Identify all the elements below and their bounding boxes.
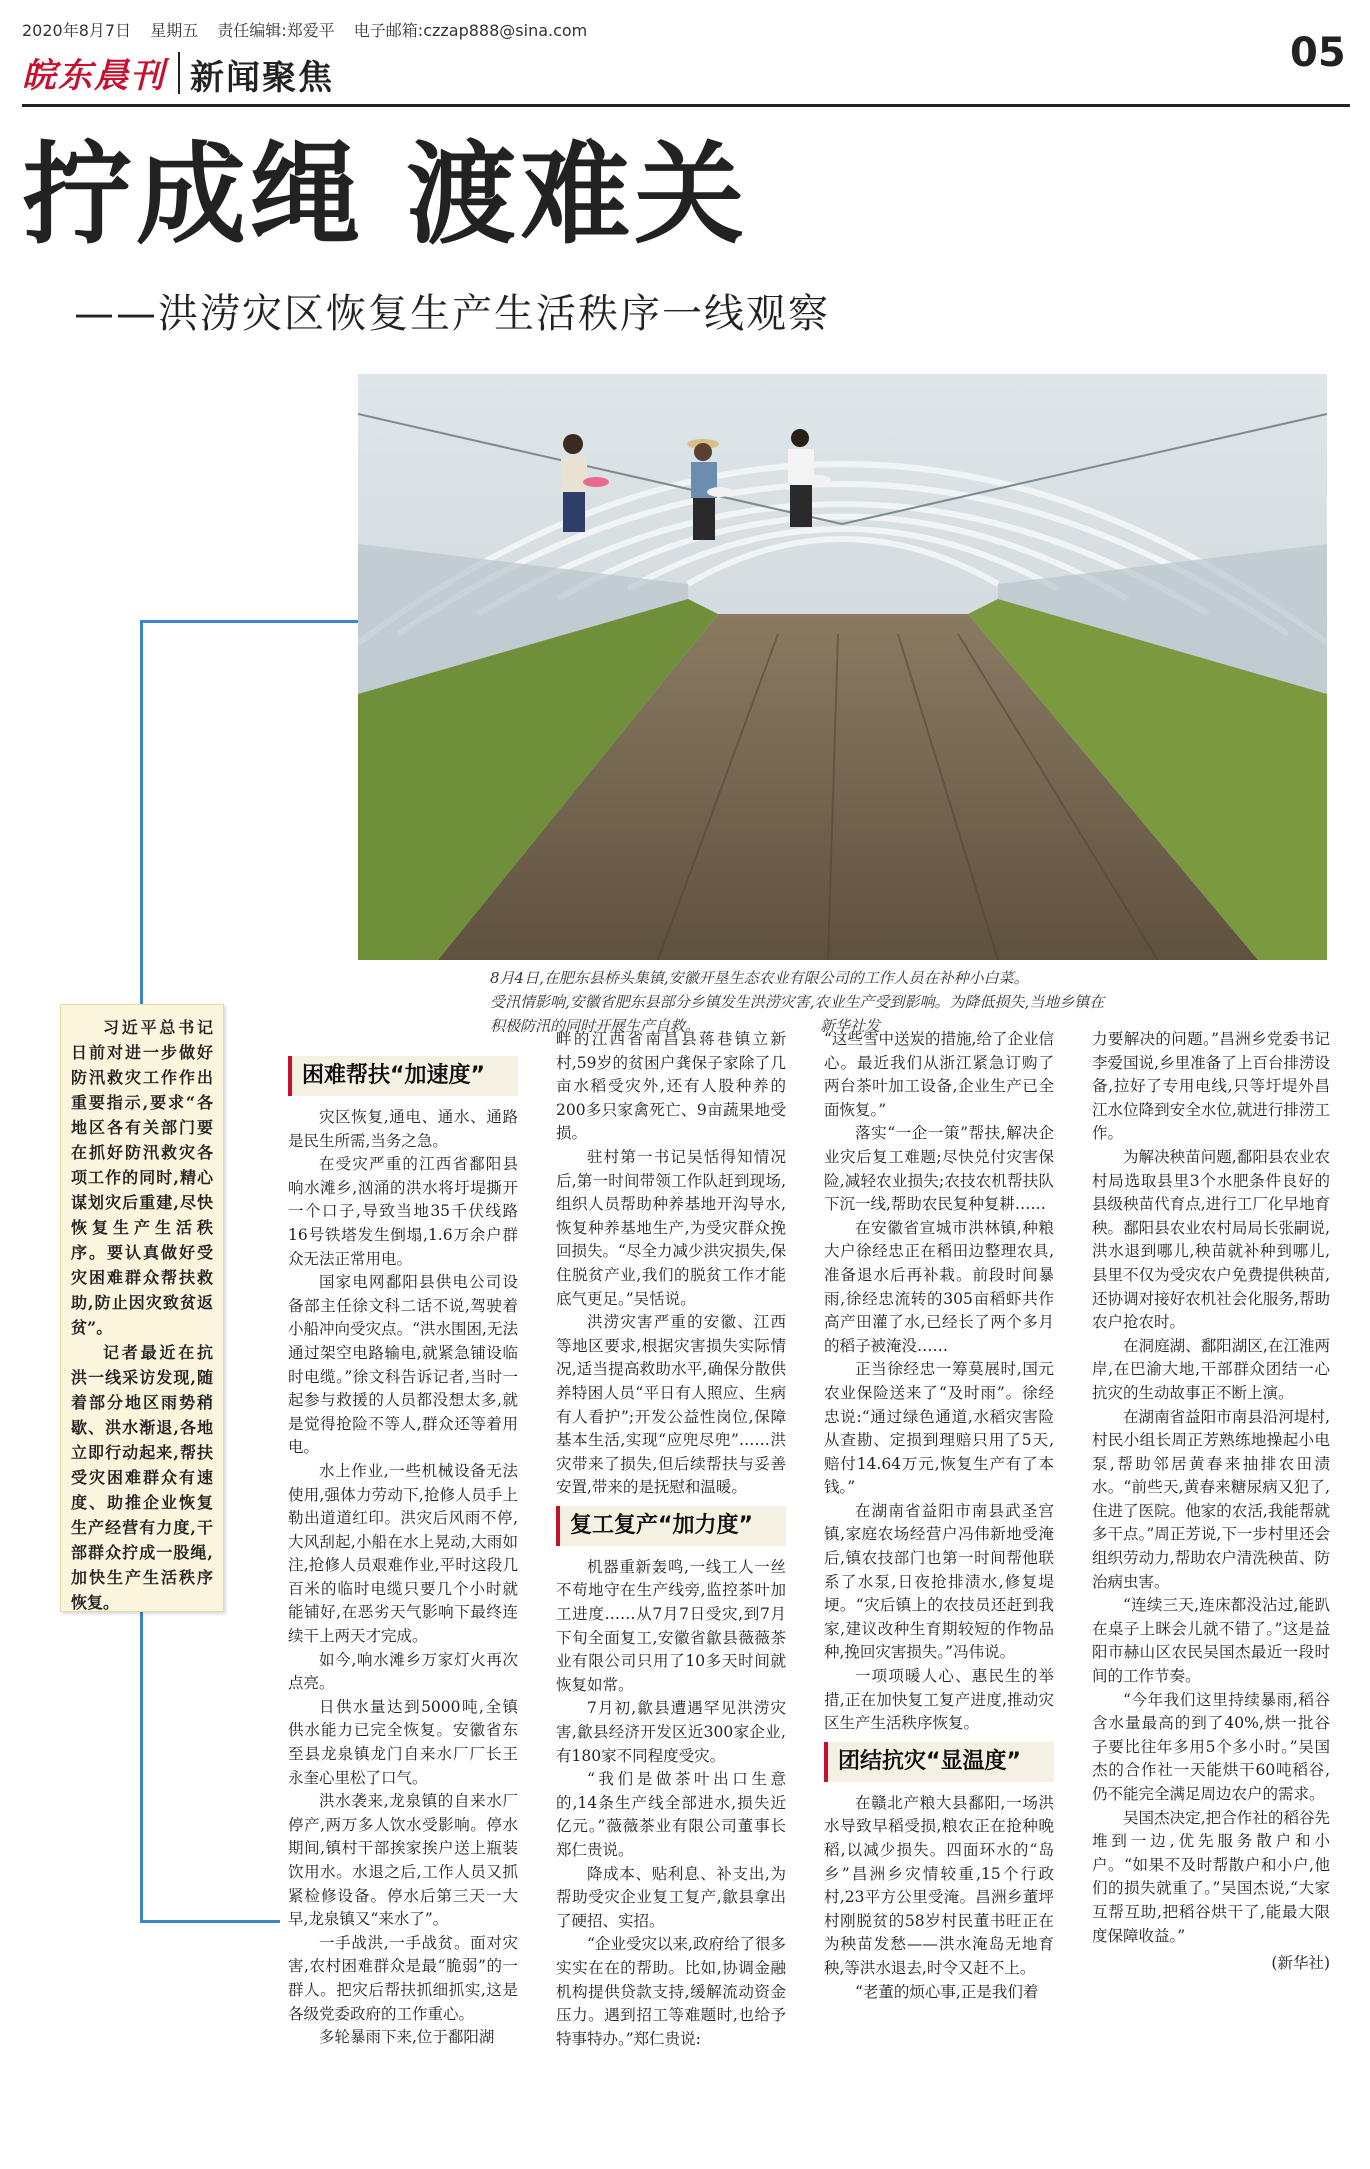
photo-credit: 新华社发 [820,1017,881,1035]
issue-weekday: 星期五 [150,21,199,40]
caption-line: 受汛情影响,安徽省肥东县部分乡镇发生洪涝灾害,农业生产受到影响。为降低损失,当地乡镇在 [490,993,1105,1011]
news-photo [358,374,1327,960]
paragraph: 在湖南省益阳市南县武圣宫镇,家庭农场经营户冯伟新地受淹后,镇农技部门也第一时间帮他联系了水泵,日夜抢排渍水,修复堤埂。“灾后镇上的农技员还赶到我家,建议改种生育期较短的作物品种,挽回灾害损失。”冯伟说。 [824,1501,1054,1662]
paragraph: 畔的江西省南昌县蒋巷镇立新村,59岁的贫困户龚保子家除了几亩水稻受灾外,还有人股种养的200多只家禽死亡、9亩蔬果地受损。 [556,1030,786,1143]
paragraph: 力要解决的问题。”昌洲乡党委书记李爱国说,乡里准备了上百台排涝设备,拉好了专用电线,只等圩堤外昌江水位降到安全水位,就进行排涝工作。 [1092,1030,1330,1143]
byline-source: (新华社) [1271,1954,1330,1973]
greenhouse-photo-illustration [358,374,1327,960]
paragraph: 在湖南省益阳市南县沿河堤村,村民小组长周正芳熟练地操起小电泵,帮助邻居黄春来抽排农田渍水。“前些天,黄春来糖尿病又犯了,住进了医院。他家的农活,我能帮就多干点。”周正芳说,下一步村里还会组织劳动力,帮助农户清洗秧苗、防治病虫害。 [1092,1407,1330,1591]
decorative-line [140,620,143,1004]
newspaper-logo: 皖东晨刊 [22,56,166,96]
paragraph: 灾区恢复,通电、通水、通路是民生所需,当务之急。 [288,1108,518,1150]
issue-date: 2020年8月7日 [22,21,132,40]
paragraph: “老董的烦心事,正是我们着 [855,1982,1039,2001]
paragraph: 在安徽省宣城市洪林镇,种粮大户徐经忠正在稻田边整理农具,准备退水后再补栽。前段时间暴雨,徐经忠流转的305亩稻虾共作高产田灌了水,已经长了两个多月的稻子被淹没…… [824,1218,1054,1355]
lead-summary-box [60,1004,224,1612]
paragraph: “企业受灾以来,政府给了很多实实在在的帮助。比如,协调金融机构提供贷款支持,缓解流动资金压力。遇到招工等难题时,也给予特事特办。”郑仁贵说: [556,1935,786,2048]
decorative-line [140,620,358,623]
paragraph: 驻村第一书记吴恬得知情况后,第一时间带领工作队赶到现场,组织人员帮助种养基地开沟导水,恢复种养基地生产,为受灾群众挽回损失。“尽全力减少洪灾损失,保住脱贫产业,我们的脱贫工作才能底气更足。”吴恬说。 [556,1147,786,1308]
caption-line: 8月4日,在肥东县桥头集镇,安徽开垦生态农业有限公司的工作人员在补种小白菜。 [490,969,1029,987]
subheading: 困难帮扶“加速度” [288,1056,518,1096]
lead-paragraph: 习近平总书记日前对进一步做好防汛救灾工作作出重要指示,要求“各地区各有关部门要在抓好防汛救灾各项工作的同时,精心谋划灾后重建,尽快恢复生产生活秩序。要认真做好受灾困难群众帮扶救助,防止因灾致贫返贫”。 [71,1018,213,1337]
paragraph: “我们是做茶叶出口生意的,14条生产线全部进水,损失近亿元。”薇薇茶业有限公司董事长郑仁贵说。 [556,1770,786,1859]
paragraph: 在洞庭湖、鄱阳湖区,在江淮两岸,在巴渝大地,干部群众团结一心抗灾的生动故事正不断上演。 [1092,1336,1330,1402]
article-column-2 [556,1028,786,2051]
paragraph: 为解决秧苗问题,鄱阳县农业农村局选取县里3个水肥条件良好的县级秧苗代育点,进行工厂化早地育秧。鄱阳县农业农村局局长张嗣说,洪水退到哪儿,秧苗就补种到哪儿,县里不仅为受灾农户免费提供秧苗,还协调对接好农机社会化服务,帮助农户抢农时。 [1092,1147,1330,1332]
paragraph: “今年我们这里持续暴雨,稻谷含水量最高的到了40%,烘一批谷子要比往年多用5个多小时。”吴国杰的合作社一天能烘干60吨稻谷,仍不能完全满足周边农户的需求。 [1092,1690,1330,1803]
paragraph: 洪水袭来,龙泉镇的自来水厂停产,两万多人饮水受影响。停水期间,镇村干部挨家挨户送上瓶装饮用水。水退之后,工作人员又抓紧检修设备。停水后第三天一大早,龙泉镇又“来水了”。 [288,1792,518,1929]
paragraph: 日供水量达到5000吨,全镇供水能力已完全恢复。安徽省东至县龙泉镇龙门自来水厂厂长王永奎心里松了口气。 [288,1697,518,1787]
lead-paragraph: 记者最近在抗洪一线采访发现,随着部分地区雨势稍歇、洪水渐退,各地立即行动起来,帮扶受灾困难群众有速度、助推企业恢复生产经营有力度,干部群众拧成一股绳,加快生产生活秩序恢复。 [71,1343,213,1612]
paragraph: 多轮暴雨下来,位于鄱阳湖 [319,2028,495,2047]
paragraph: 在赣北产粮大县鄱阳,一场洪水导致早稻受损,粮农正在抢种晚稻,以减少损失。四面环水的“岛乡”昌洲乡灾情较重,15个行政村,23平方公里受淹。昌洲乡董坪村刚脱贫的58岁村民董书旺正在为秧苗发愁——洪水淹岛无地育秧,等洪水退去,时令又赶不上。 [824,1793,1054,1977]
subheadline: ——洪涝灾区恢复生产生活秩序一线观察 [74,291,830,337]
subheading: 团结抗灾“显温度” [824,1742,1054,1782]
paragraph: 在受灾严重的江西省鄱阳县响水滩乡,汹涌的洪水将圩堤撕开一个口子,导致当地35千伏线路16号铁塔发生倒塌,1.6万余户群众无法正常用电。 [288,1155,518,1268]
paragraph: “连续三天,连床都没沾过,能趴在桌子上眯会儿就不错了。”这是益阳市赫山区农民吴国杰最近一段时间的工作节奏。 [1092,1596,1330,1686]
header-divider [178,52,180,94]
paragraph: 7月初,歙县遭遇罕见洪涝灾害,歙县经济开发区近300家企业,有180家不同程度受灾。 [556,1699,786,1765]
subheading: 复工复产“加力度” [556,1506,786,1546]
paragraph: 吴国杰决定,把合作社的稻谷先堆到一边,优先服务散户和小户。“如果不及时帮散户和小户,他们的损失就重了。”吴国杰说,“大家互帮互助,把稻谷烘干了,能最大限度保障收益。” [1092,1808,1330,1945]
paragraph: 如今,响水滩乡万家灯火再次点亮。 [288,1650,518,1693]
paragraph: 降成本、贴利息、补支出,为帮助受灾企业复工复产,歙县拿出了硬招、实招。 [556,1864,786,1930]
paragraph: 洪涝灾害严重的安徽、江西等地区要求,根据灾害损失实际情况,适当提高救助水平,确保分散供养特困人员“平日有人照应、生病有人看护”;开发公益性岗位,保障基本生活,实现“应兜尽兜”……洪灾带来了损失,但后续帮扶与妥善安置,带来的是抚慰和温暖。 [556,1313,786,1497]
caption-text: 积极防汛的同时开展生产自救。 [490,1017,701,1035]
paragraph: 一项项暖人心、惠民生的举措,正在加快复工复产进度,推动灾区生产生活秩序恢复。 [824,1667,1054,1733]
paragraph: “这些雪中送炭的措施,给了企业信心。最近我们从浙江紧急订购了两台茶叶加工设备,企业生产已全面恢复。” [824,1030,1054,1119]
masthead-info [22,18,601,41]
headline: 拧成绳 渡难关 [22,131,749,259]
paragraph: 国家电网鄱阳县供电公司设备部主任徐文科二话不说,驾驶着小船冲向受灾点。“洪水围困,无法通过架空电路输电,就紧急铺设临时电缆。”徐文科告诉记者,当时一起参与救援的人员都没想太多,就是觉得抢险不等人,群众还等着用电。 [288,1273,518,1457]
article-column-4 [1092,1028,1330,1976]
paragraph: 水上作业,一些机械设备无法使用,强体力劳动下,抢修人员手上勒出道道红印。洪灾后风雨不停,大风刮起,小船在水上晃动,大雨如注,抢修人员艰难作业,平时这段几百米的临时电缆只要几个小时就能铺好,在恶劣天气影响下最终连续干上两天才完成。 [288,1461,518,1646]
header-rule [22,104,1350,107]
paragraph: 落实“一企一策”帮扶,解决企业灾后复工难题;尽快兑付灾害保险,减轻农业损失;农技农机帮扶队下沉一线,帮助农民复种复耕…… [824,1124,1054,1214]
section-title: 新闻聚焦 [190,58,334,98]
editor-email: 电子邮箱:czzap888@sina.com [353,21,588,40]
paragraph: 一手战洪,一手战贫。面对灾害,农村困难群众是最“脆弱”的一群人。把灾后帮扶抓细抓实,这是各级党委政府的工作重心。 [288,1933,518,2023]
editor-credit: 责任编辑:郑爱平 [217,21,335,40]
paragraph: 正当徐经忠一筹莫展时,国元农业保险送来了“及时雨”。徐经忠说:“通过绿色通道,水稻灾害险从查勘、定损到理赔只用了5天,赔付14.64万元,恢复生产有了本钱。” [824,1360,1054,1497]
article-column-3 [824,1028,1054,2004]
article-column-1 [288,1050,518,2050]
paragraph: 机器重新轰鸣,一线工人一丝不苟地守在生产线旁,监控茶叶加工进度……从7月7日受灾,到7月下旬全面复工,安徽省歙县薇薇茶业有限公司只用了10多天时间就恢复如常。 [556,1557,786,1694]
decorative-line [140,1920,280,1923]
page-number: 05 [1290,30,1346,76]
decorative-line [140,1612,143,1922]
